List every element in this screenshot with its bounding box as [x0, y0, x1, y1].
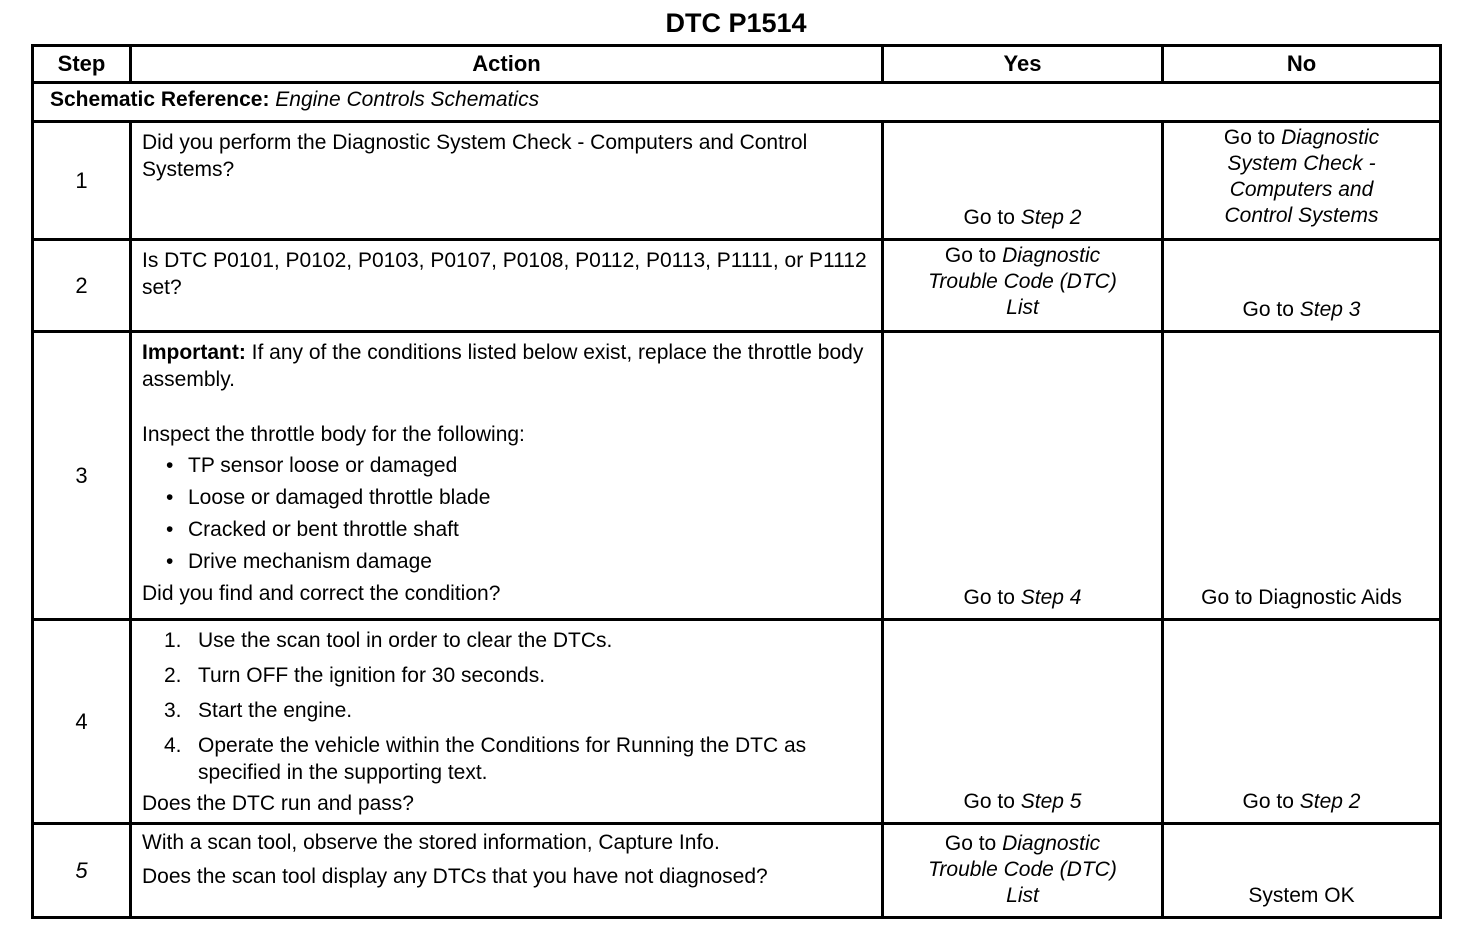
list-item	[164, 732, 871, 786]
yes-prefix: Go to	[944, 244, 1003, 267]
schematic-reference	[33, 83, 1441, 122]
table-row-step-3	[33, 332, 1441, 620]
yes-cell	[883, 332, 1163, 620]
no-cell	[1163, 332, 1441, 620]
action-text: Did you perform the Diagnostic System Check - Computers and Control Systems?	[142, 131, 808, 181]
no-link-line4[interactable]: Control Systems	[1224, 204, 1379, 227]
yes-prefix: Go to	[944, 832, 1003, 855]
header-row	[33, 46, 1441, 83]
item-number: 4.	[164, 734, 182, 757]
no-link-line2[interactable]: System Check -	[1227, 152, 1376, 175]
table-row-step-4	[33, 620, 1441, 824]
list-item	[164, 662, 871, 689]
important-text: If any of the conditions listed below exist, replace the throttle body assembly.	[142, 341, 864, 391]
question-text: Does the DTC run and pass?	[142, 792, 414, 815]
header-action: Action	[131, 46, 883, 83]
yes-link-line3[interactable]: List	[1006, 884, 1039, 907]
yes-cell	[883, 240, 1163, 332]
diagnostic-table	[31, 44, 1442, 919]
schematic-reference-row	[33, 83, 1441, 122]
yes-link[interactable]: Diagnostic	[1002, 832, 1101, 855]
no-cell	[1163, 620, 1441, 824]
no-link[interactable]: Diagnostic	[1281, 126, 1380, 149]
item-text: Use the scan tool in order to clear the DTCs.	[198, 629, 613, 652]
list-item	[164, 627, 871, 654]
yes-link[interactable]: Diagnostic	[1002, 244, 1101, 267]
inspect-text: Inspect the throttle body for the following:	[142, 423, 525, 446]
item-text: Operate the vehicle within the Conditions for Running the DTC as specified in the supporting text.	[198, 734, 807, 784]
no-link[interactable]: Step 2	[1299, 790, 1361, 813]
question-text: Does the scan tool display any DTCs that you have not diagnosed?	[142, 865, 768, 888]
no-link-line3[interactable]: Computers and	[1229, 178, 1374, 201]
question-text: Did you find and correct the condition?	[142, 582, 501, 605]
step-number: 3	[33, 332, 131, 620]
schematic-reference-label: Schematic Reference:	[50, 88, 270, 111]
table-row-step-1	[33, 122, 1441, 240]
header-no: No	[1163, 46, 1441, 83]
action-cell	[131, 620, 883, 824]
no-text: System OK	[1248, 884, 1355, 907]
list-item	[164, 697, 871, 724]
inspection-list	[162, 450, 871, 578]
yes-prefix: Go to	[963, 206, 1021, 229]
action-text: With a scan tool, observe the stored information, Capture Info.	[142, 831, 720, 854]
yes-cell	[883, 620, 1163, 824]
item-number: 2.	[164, 664, 182, 687]
step-number: 2	[33, 240, 131, 332]
step-number	[33, 824, 131, 918]
item-number: 3.	[164, 699, 182, 722]
no-link[interactable]: Go to Diagnostic Aids	[1201, 586, 1402, 609]
yes-link-line2[interactable]: Trouble Code (DTC)	[928, 270, 1117, 293]
list-item: • Loose or damaged throttle blade	[162, 482, 871, 514]
page-title: DTC P1514	[665, 8, 807, 38]
action-cell	[131, 824, 883, 918]
list-item: • Drive mechanism damage	[162, 546, 871, 578]
procedure-list	[142, 627, 871, 786]
yes-link[interactable]: Step 4	[1020, 586, 1082, 609]
yes-link[interactable]: Step 2	[1020, 206, 1082, 229]
step-number: 4	[33, 620, 131, 824]
yes-prefix: Go to	[963, 790, 1021, 813]
header-step: Step	[33, 46, 131, 83]
yes-prefix: Go to	[963, 586, 1021, 609]
no-cell	[1163, 240, 1441, 332]
no-cell	[1163, 824, 1441, 918]
action-cell	[131, 240, 883, 332]
header-yes: Yes	[883, 46, 1163, 83]
no-link[interactable]: Step 3	[1299, 298, 1361, 321]
action-text: Is DTC P0101, P0102, P0103, P0107, P0108, P0112, P0113, P1111, or P1112 set?	[142, 249, 867, 299]
yes-link-line3[interactable]: List	[1006, 296, 1039, 319]
no-prefix: Go to	[1242, 298, 1300, 321]
yes-link[interactable]: Step 5	[1020, 790, 1082, 813]
step-number: 1	[33, 122, 131, 240]
step-number-text: 5	[75, 857, 88, 883]
item-number: 1.	[164, 629, 182, 652]
yes-link-line2[interactable]: Trouble Code (DTC)	[928, 858, 1117, 881]
important-label: Important:	[142, 341, 246, 364]
action-cell	[131, 332, 883, 620]
list-item: • TP sensor loose or damaged	[162, 450, 871, 482]
yes-cell	[883, 122, 1163, 240]
list-item: • Cracked or bent throttle shaft	[162, 514, 871, 546]
no-prefix: Go to	[1223, 126, 1282, 149]
table-row-step-2	[33, 240, 1441, 332]
yes-cell	[883, 824, 1163, 918]
action-cell	[131, 122, 883, 240]
schematic-reference-link[interactable]: Engine Controls Schematics	[275, 88, 540, 111]
table-row-step-5	[33, 824, 1441, 918]
item-text: Start the engine.	[198, 699, 353, 722]
item-text: Turn OFF the ignition for 30 seconds.	[198, 664, 546, 687]
no-prefix: Go to	[1242, 790, 1300, 813]
no-cell	[1163, 122, 1441, 240]
